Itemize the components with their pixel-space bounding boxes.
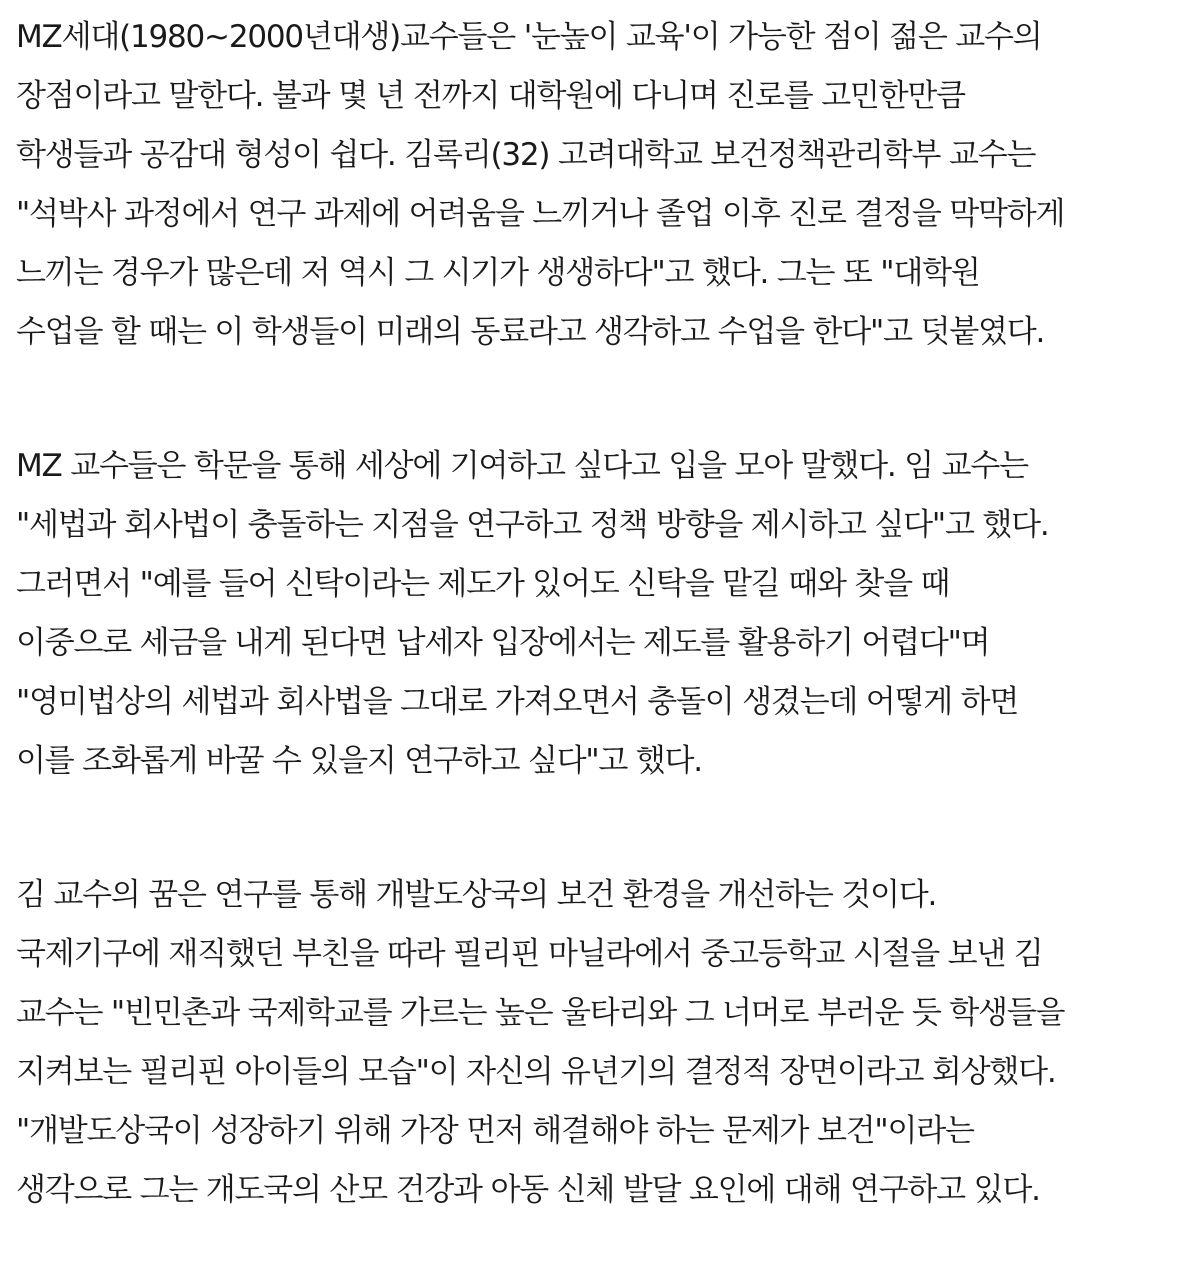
text-line: "석박사 과정에서 연구 과제에 어려움을 느끼거나 졸업 이후 진로 결정을 막막하게 xyxy=(16,196,1065,232)
text-line: 수업을 할 때는 이 학생들이 미래의 동료라고 생각하고 수업을 한다"고 덧붙였다. xyxy=(16,314,1045,350)
text-line: 그러면서 "예를 들어 신탁이라는 제도가 있어도 신탁을 맡길 때와 찾을 때 xyxy=(16,566,950,602)
text-line: 교수는 "빈민촌과 국제학교를 가르는 높은 울타리와 그 너머로 부러운 듯 학생들을 xyxy=(16,995,1065,1031)
text-line: 이중으로 세금을 내게 된다면 납세자 입장에서는 제도를 활용하기 어렵다"며 xyxy=(16,625,990,661)
paragraph-3 xyxy=(16,866,1176,1220)
text-line: 학생들과 공감대 형성이 쉽다. 김록리(32) 고려대학교 보건정책관리학부 교수는 xyxy=(16,137,1036,173)
text-line: "영미법상의 세법과 회사법을 그대로 가져오면서 충돌이 생겼는데 어떻게 하면 xyxy=(16,684,1019,720)
paragraph-1 xyxy=(16,8,1176,362)
text-line: MZ세대(1980~2000년대생)교수들은 '눈높이 교육'이 가능한 점이 젊은 교수의 xyxy=(16,19,1042,55)
text-line: 장점이라고 말한다. 불과 몇 년 전까지 대학원에 다니며 진로를 고민한만큼 xyxy=(16,78,965,114)
text-line: MZ 교수들은 학문을 통해 세상에 기여하고 싶다고 입을 모아 말했다. 임 교수는 xyxy=(16,448,1028,484)
text-line: 김 교수의 꿈은 연구를 통해 개발도상국의 보건 환경을 개선하는 것이다. xyxy=(16,877,937,913)
text-line: 이를 조화롭게 바꿀 수 있을지 연구하고 싶다"고 했다. xyxy=(16,743,702,779)
text-line: 생각으로 그는 개도국의 산모 건강과 아동 신체 발달 요인에 대해 연구하고 있다. xyxy=(16,1172,1040,1208)
text-line: 지켜보는 필리핀 아이들의 모습"이 자신의 유년기의 결정적 장면이라고 회상했다. xyxy=(16,1054,1056,1090)
text-line: 국제기구에 재직했던 부친을 따라 필리핀 마닐라에서 중고등학교 시절을 보낸 김 xyxy=(16,936,1043,972)
article-body xyxy=(16,8,1176,1220)
paragraph-2 xyxy=(16,437,1176,791)
text-line: 느끼는 경우가 많은데 저 역시 그 시기가 생생하다"고 했다. 그는 또 "대학원 xyxy=(16,255,980,291)
text-line: "세법과 회사법이 충돌하는 지점을 연구하고 정책 방향을 제시하고 싶다"고 했다. xyxy=(16,507,1049,543)
text-line: "개발도상국이 성장하기 위해 가장 먼저 해결해야 하는 문제가 보건"이라는 xyxy=(16,1113,974,1149)
